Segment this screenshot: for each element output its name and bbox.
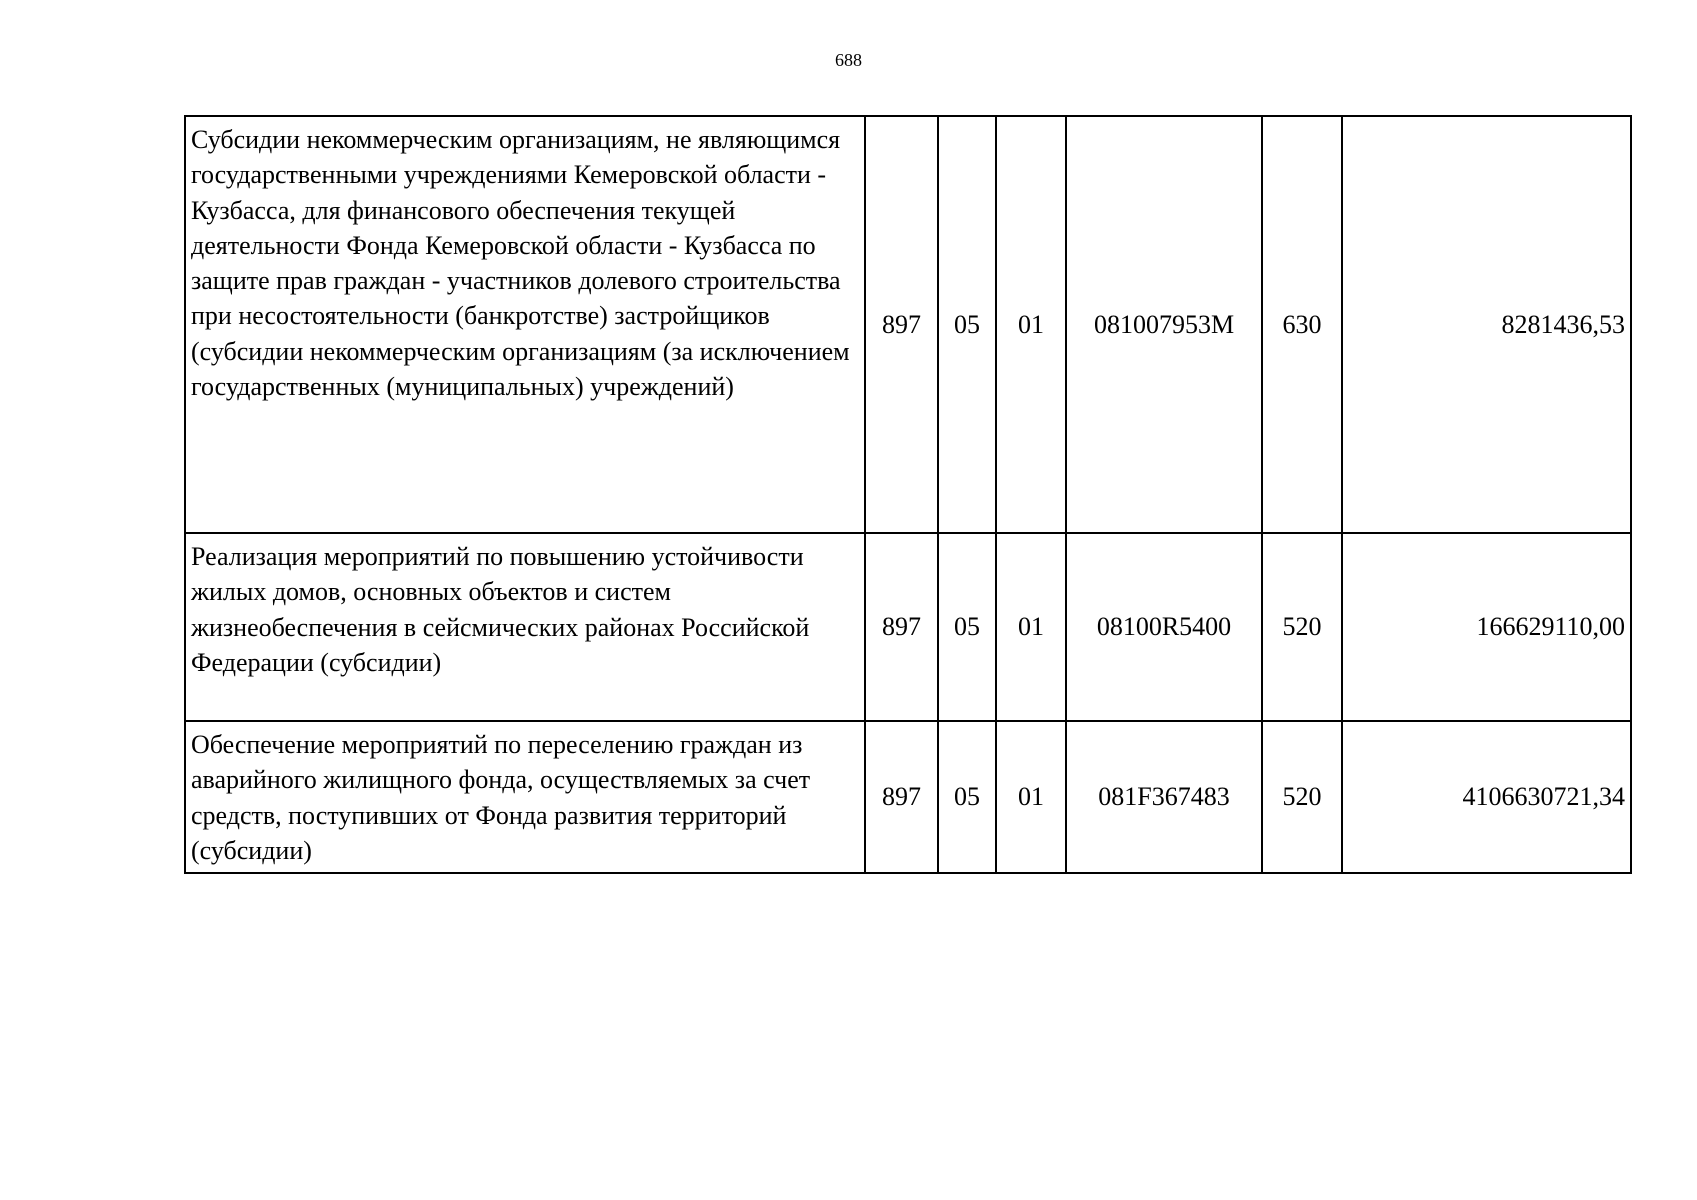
row-description: Реализация мероприятий по повышению устойчивости жилых домов, основных объектов и систем жизнеобеспечения в сейсмических районах Российской Федерации (субсидии)	[185, 533, 865, 721]
subsection-cell: 01	[996, 533, 1066, 721]
amount-cell: 166629110,00	[1342, 533, 1631, 721]
row-description: Субсидии некоммерческим организациям, не являющимся государственными учреждениями Кемеровской области - Кузбасса, для финансового обеспечения текущей деятельности Фонда Кемеровской области - Кузбасса по защите прав граждан - участников долевого строительства при несостоятельности (банкротстве) застройщиков (субсидии некоммерческим организациям (за исключением государственных (муниципальных) учреждений)	[185, 116, 865, 533]
expense-type-cell: 520	[1262, 721, 1342, 873]
target-article-cell: 081007953М	[1066, 116, 1262, 533]
table-row	[185, 116, 1631, 533]
table-row	[185, 533, 1631, 721]
ministry-code-cell: 897	[865, 116, 938, 533]
target-article-cell: 08100R5400	[1066, 533, 1262, 721]
ministry-code-cell: 897	[865, 721, 938, 873]
subsection-cell: 01	[996, 721, 1066, 873]
ministry-code-cell: 897	[865, 533, 938, 721]
subsection-cell: 01	[996, 116, 1066, 533]
expense-type-cell: 520	[1262, 533, 1342, 721]
section-cell: 05	[938, 116, 996, 533]
section-cell: 05	[938, 533, 996, 721]
row-description: Обеспечение мероприятий по переселению граждан из аварийного жилищного фонда, осуществляемых за счет средств, поступивших от Фонда развития территорий (субсидии)	[185, 721, 865, 873]
expense-type-cell: 630	[1262, 116, 1342, 533]
page-number: 688	[835, 50, 862, 70]
section-cell: 05	[938, 721, 996, 873]
table-row	[185, 721, 1631, 873]
amount-cell: 8281436,53	[1342, 116, 1631, 533]
amount-cell: 4106630721,34	[1342, 721, 1631, 873]
target-article-cell: 081F367483	[1066, 721, 1262, 873]
budget-table	[184, 115, 1632, 874]
